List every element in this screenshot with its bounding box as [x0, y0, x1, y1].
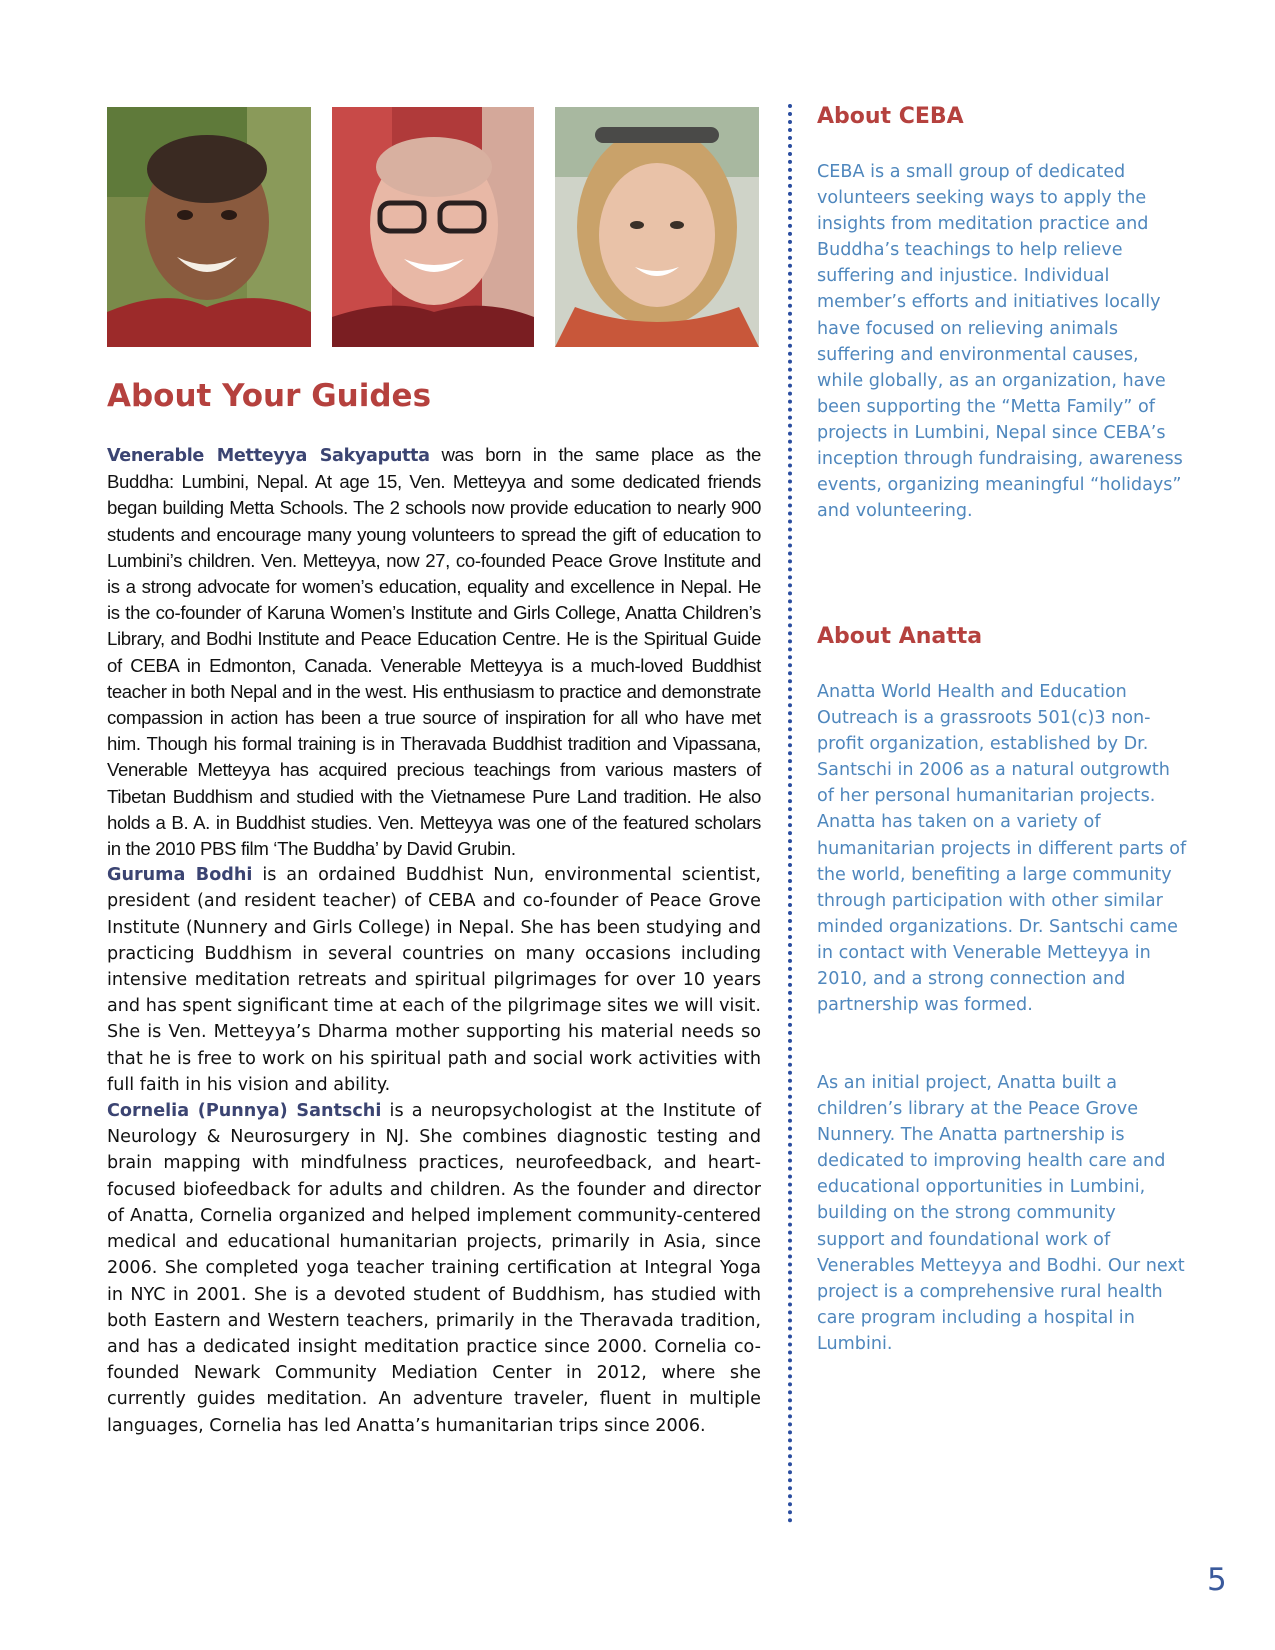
photo-bodhi [332, 107, 534, 347]
page-title: About Your Guides [107, 378, 432, 414]
page-number: 5 [1207, 1562, 1227, 1598]
guide-paragraph-santschi [107, 1098, 761, 1439]
guide-name: Guruma Bodhi [107, 865, 253, 886]
anatta-paragraph: As an initial project, Anatta built a children’s library at the Peace Grove Nunnery. The Anatta partnership is dedicated to improving health care and educational opportunities in Lumbini, building on the strong community support and foundational work of Venerables Metteyya and Bodhi. Our next project is a comprehensive rural health care program including a hospital in Lumbini. [817, 1073, 1185, 1354]
guide-bio: is a neuropsychologist at the Institute of Neurology & Neurosurgery in NJ. She combines diagnostic testing and brain mapping with mindfulness practices, neurofeedback, and heart-focused biofeedback for adults and children. As the founder and director of Anatta, Cornelia organized and helped implement community-centered medical and educational humanitarian projects, primarily in Asia, since 2006. She completed yoga teacher training certification at Integral Yoga in NYC in 2001. She is a devoted student of Buddhism, has studied with both Eastern and Western teachers, primarily in the Theravada tradition, and has a dedicated insight meditation practice since 2000. Cornelia co-founded Newark Community Mediation Center in 2012, where she currently guides meditation. An adventure traveler, fluent in multiple languages, Cornelia has led Anatta’s humanitarian trips since 2006. [107, 1101, 761, 1436]
anatta-paragraph: Anatta World Health and Education Outreach is a grassroots 501(c)3 non-profit organization, established by Dr. Santschi in 2006 as a natural outgrowth of her personal humanitarian projects. Anatta has taken on a variety of humanitarian projects in different parts of the world, benefiting a large community through participation with other similar minded organizations. Dr. Santschi came in contact with Venerable Metteyya in 2010, and a strong connection and partnership was formed. [817, 682, 1187, 1016]
guide-name: Cornelia (Punnya) Santschi [107, 1101, 382, 1122]
ceba-heading: About CEBA [817, 104, 964, 129]
photo-santschi [555, 107, 759, 347]
portrait-image [107, 107, 311, 347]
guide-paragraph-metteyya [107, 442, 761, 862]
guide-paragraph-bodhi [107, 862, 761, 1098]
photo-metteyya [107, 107, 311, 347]
portrait-image [555, 107, 759, 347]
guides-body [107, 442, 761, 1439]
guide-name: Venerable Metteyya Sakyaputta [107, 446, 430, 466]
column-divider [788, 104, 796, 1524]
guide-bio: is an ordained Buddhist Nun, environmental scientist, president (and resident teacher) of CEBA and co-founder of Peace Grove Institute (Nunnery and Girls College) in Nepal. She has been studying and practicing Buddhism in several countries on many occasions including intensive meditation retreats and spiritual pilgrimages for over 10 years and has spent significant time at each of the pilgrimage sites we will visit. She is Ven. Metteyya’s Dharma mother supporting his material needs so that he is free to work on his spiritual path and social work activities with full faith in his vision and ability. [107, 865, 761, 1095]
portrait-image [332, 107, 534, 347]
ceba-text: CEBA is a small group of dedicated volunteers seeking ways to apply the insights from meditation practice and Buddha’s teachings to help relieve suffering and injustice. Individual member’s efforts and initiatives locally have focused on relieving animals suffering and environmental causes, while globally, as an organization, have been supporting the “Metta Family” of projects in Lumbini, Nepal since CEBA’s inception through fundraising, awareness events, organizing meaningful “holidays” and volunteering. [817, 162, 1183, 522]
guide-bio: was born in the same place as the Buddha: Lumbini, Nepal. At age 15, Ven. Metteyya and some dedicated friends began building Metta Schools. The 2 schools now provide education to nearly 900 students and encourage many young volunteers to spread the gift of education to Lumbini’s children. Ven. Metteyya, now 27, co-founded Peace Grove Institute and is a strong advocate for women’s education, equality and excellence in Nepal. He is the co-founder of Karuna Women’s Institute and Girls College, Anatta Children’s Library, and Bodhi Institute and Peace Education Centre. He is the Spiritual Guide of CEBA in Edmonton, Canada. Venerable Metteyya is a much-loved Buddhist teacher in both Nepal and in the west. His enthusiasm to practice and demonstrate compassion in action has been a true source of inspiration for all who have met him. Though his formal training is in Theravada Buddhist tradition and Vipassana, Venerable Metteyya has acquired precious teachings from various masters of Tibetan Buddhism and studied with the Vietnamese Pure Land tradition. He also holds a B. A. in Buddhist studies. Ven. Metteyya was one of the featured scholars in the 2010 PBS film ‘The Buddha’ by David Grubin. [107, 444, 761, 860]
anatta-heading: About Anatta [817, 624, 983, 649]
